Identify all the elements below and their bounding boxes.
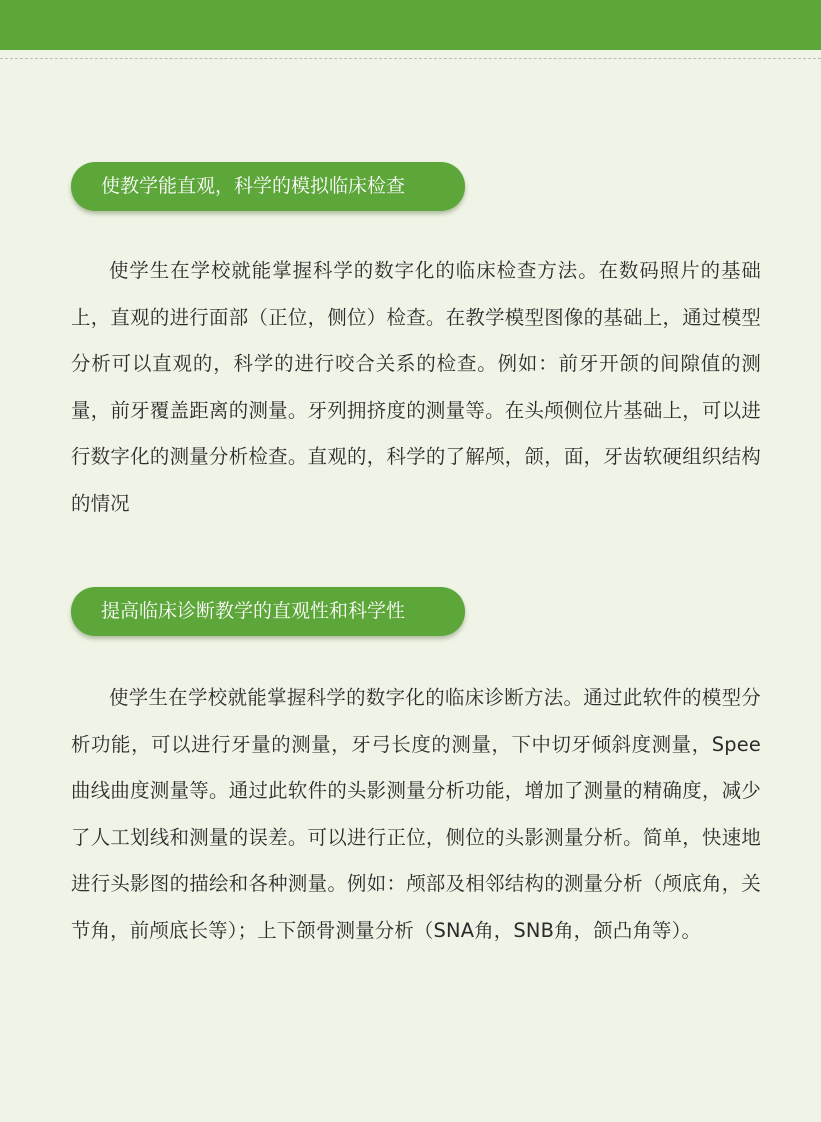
section-body-text: 使学生在学校就能掌握科学的数字化的临床检查方法。在数码照片的基础上，直观的进行面部（正位，侧位）检查。在教学模型图像的基础上，通过模型分析可以直观的，科学的进行咬合关系的检查。例如：前牙开颌的间隙值的测量，前牙覆盖距离的测量。牙列拥挤度的测量等。在头颅侧位片基础上，可以进行数字化的测量分析检查。直观的，科学的了解颅，颌，面，牙齿软硬组织结构的情况 xyxy=(71,259,761,515)
header-bar xyxy=(0,0,821,50)
section-heading: 提高临床诊断教学的直观性和科学性 xyxy=(71,587,465,636)
section-heading: 使教学能直观，科学的模拟临床检查 xyxy=(71,162,465,211)
section-body-text: 使学生在学校就能掌握科学的数字化的临床诊断方法。通过此软件的模型分析功能，可以进行牙量的测量，牙弓长度的测量，下中切牙倾斜度测量，Spee曲线曲度测量等。通过此软件的头影测量分析功能，增加了测量的精确度，减少了人工划线和测量的误差。可以进行正位，侧位的头影测量分析。简单，快速地进行头影图的描绘和各种测量。例如：颅部及相邻结构的测量分析（颅底角，关节角，前颅底长等）；上下颌骨测量分析（SNA角，SNB角，颌凸角等）。 xyxy=(71,686,761,942)
header-divider xyxy=(0,58,821,59)
